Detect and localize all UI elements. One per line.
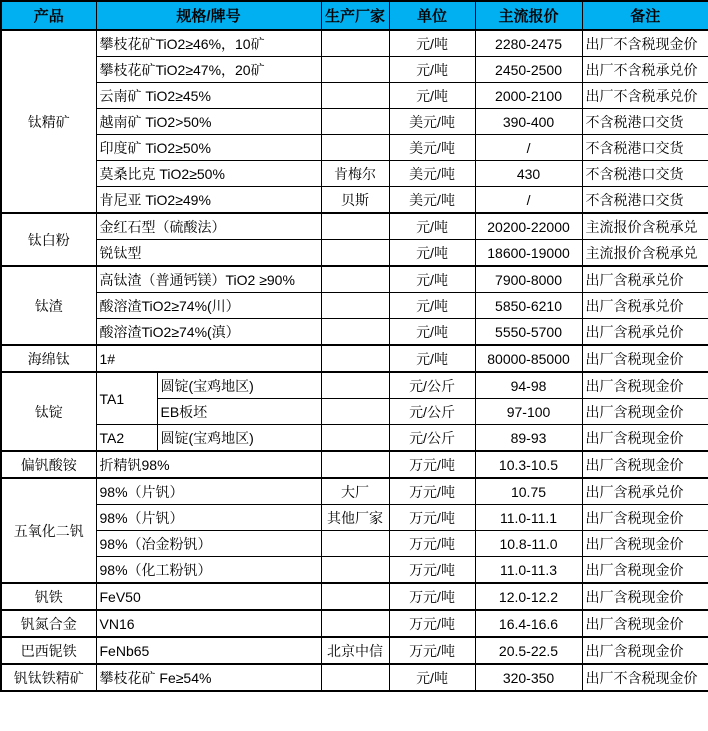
spec-cell: 攀枝花矿 Fe≥54%	[96, 664, 321, 691]
unit-cell: 元/吨	[389, 319, 475, 346]
price-cell: 10.75	[475, 478, 582, 505]
price-cell: 11.0-11.3	[475, 557, 582, 584]
note-cell: 主流报价含税承兑	[582, 240, 708, 267]
table-row	[1, 372, 708, 399]
product-cell: 钛锭	[1, 372, 96, 451]
note-cell: 出厂不含税现金价	[582, 30, 708, 57]
table-row	[1, 293, 708, 319]
table-row	[1, 583, 708, 610]
spec-cell: 锐钛型	[96, 240, 321, 267]
unit-cell: 万元/吨	[389, 557, 475, 584]
note-cell: 出厂含税现金价	[582, 425, 708, 452]
note-cell: 出厂含税现金价	[582, 637, 708, 664]
note-cell: 出厂不含税承兑价	[582, 83, 708, 109]
price-cell: /	[475, 135, 582, 161]
price-cell: 12.0-12.2	[475, 583, 582, 610]
spec-cell: 越南矿 TiO2>50%	[96, 109, 321, 135]
note-cell: 出厂含税承兑价	[582, 293, 708, 319]
table-row	[1, 505, 708, 531]
column-header-unit: 单位	[389, 1, 475, 30]
spec-cell: 酸溶渣TiO2≥74%(滇）	[96, 319, 321, 346]
manufacturer-cell	[321, 135, 389, 161]
price-cell: 10.3-10.5	[475, 451, 582, 478]
manufacturer-cell	[321, 213, 389, 240]
unit-cell: 元/公斤	[389, 425, 475, 452]
note-cell: 出厂含税现金价	[582, 451, 708, 478]
note-cell: 出厂含税承兑价	[582, 266, 708, 293]
spec-cell: 金红石型（硫酸法）	[96, 213, 321, 240]
manufacturer-cell	[321, 531, 389, 557]
spec-cell: FeNb65	[96, 637, 321, 664]
unit-cell: 美元/吨	[389, 161, 475, 187]
column-header-spec: 规格/牌号	[96, 1, 321, 30]
unit-cell: 元/吨	[389, 266, 475, 293]
product-cell: 钛渣	[1, 266, 96, 345]
price-cell: 320-350	[475, 664, 582, 691]
manufacturer-cell	[321, 425, 389, 452]
spec-cell: VN16	[96, 610, 321, 637]
note-cell: 出厂含税现金价	[582, 345, 708, 372]
product-cell: 钛精矿	[1, 30, 96, 213]
price-cell: 89-93	[475, 425, 582, 452]
manufacturer-cell: 其他厂家	[321, 505, 389, 531]
table-row	[1, 83, 708, 109]
unit-cell: 万元/吨	[389, 531, 475, 557]
spec-form-cell: 圆锭(宝鸡地区)	[157, 425, 321, 452]
spec-form-cell: 圆锭(宝鸡地区)	[157, 372, 321, 399]
note-cell: 不含税港口交货	[582, 187, 708, 214]
unit-cell: 美元/吨	[389, 109, 475, 135]
manufacturer-cell	[321, 293, 389, 319]
note-cell: 出厂含税现金价	[582, 399, 708, 425]
note-cell: 出厂不含税现金价	[582, 664, 708, 691]
unit-cell: 万元/吨	[389, 610, 475, 637]
price-cell: 94-98	[475, 372, 582, 399]
product-cell: 钛白粉	[1, 213, 96, 266]
unit-cell: 元/吨	[389, 240, 475, 267]
table-row	[1, 531, 708, 557]
table-row	[1, 109, 708, 135]
table-row	[1, 30, 708, 57]
spec-cell: 98%（片钒）	[96, 478, 321, 505]
table-row	[1, 266, 708, 293]
price-cell: /	[475, 187, 582, 214]
manufacturer-cell: 贝斯	[321, 187, 389, 214]
manufacturer-cell	[321, 610, 389, 637]
manufacturer-cell	[321, 83, 389, 109]
price-cell: 16.4-16.6	[475, 610, 582, 637]
spec-grade-cell: TA1	[96, 372, 157, 425]
table-body	[1, 30, 708, 691]
manufacturer-cell	[321, 372, 389, 399]
spec-cell: 攀枝花矿TiO2≥47%，20矿	[96, 57, 321, 83]
unit-cell: 元/公斤	[389, 372, 475, 399]
unit-cell: 万元/吨	[389, 505, 475, 531]
header-row	[1, 1, 708, 30]
column-header-product: 产品	[1, 1, 96, 30]
manufacturer-cell	[321, 240, 389, 267]
table-row	[1, 451, 708, 478]
table-row	[1, 478, 708, 505]
product-cell: 钒氮合金	[1, 610, 96, 637]
price-cell: 430	[475, 161, 582, 187]
note-cell: 出厂不含税承兑价	[582, 57, 708, 83]
note-cell: 主流报价含税承兑	[582, 213, 708, 240]
table-row	[1, 610, 708, 637]
table-row	[1, 319, 708, 346]
price-cell: 18600-19000	[475, 240, 582, 267]
spec-cell: 高钛渣（普通钙镁）TiO2 ≥90%	[96, 266, 321, 293]
table-row	[1, 240, 708, 267]
table-row	[1, 161, 708, 187]
product-cell: 钒铁	[1, 583, 96, 610]
manufacturer-cell	[321, 30, 389, 57]
manufacturer-cell: 北京中信	[321, 637, 389, 664]
note-cell: 不含税港口交货	[582, 135, 708, 161]
note-cell: 出厂含税现金价	[582, 531, 708, 557]
unit-cell: 元/吨	[389, 83, 475, 109]
column-header-price: 主流报价	[475, 1, 582, 30]
manufacturer-cell: 肯梅尔	[321, 161, 389, 187]
unit-cell: 美元/吨	[389, 187, 475, 214]
table-row	[1, 213, 708, 240]
product-cell: 五氧化二钒	[1, 478, 96, 583]
unit-cell: 元/公斤	[389, 399, 475, 425]
note-cell: 出厂含税承兑价	[582, 478, 708, 505]
manufacturer-cell	[321, 109, 389, 135]
product-cell: 巴西铌铁	[1, 637, 96, 664]
unit-cell: 元/吨	[389, 57, 475, 83]
table-header	[1, 1, 708, 30]
spec-cell: 98%（片钒）	[96, 505, 321, 531]
unit-cell: 元/吨	[389, 345, 475, 372]
price-cell: 97-100	[475, 399, 582, 425]
spec-cell: 攀枝花矿TiO2≥46%，10矿	[96, 30, 321, 57]
spec-cell: 肯尼亚 TiO2≥49%	[96, 187, 321, 214]
note-cell: 出厂含税现金价	[582, 505, 708, 531]
unit-cell: 元/吨	[389, 293, 475, 319]
column-header-note: 备注	[582, 1, 708, 30]
note-cell: 不含税港口交货	[582, 161, 708, 187]
unit-cell: 万元/吨	[389, 451, 475, 478]
spec-cell: 云南矿 TiO2≥45%	[96, 83, 321, 109]
unit-cell: 万元/吨	[389, 583, 475, 610]
table-row	[1, 135, 708, 161]
product-cell: 偏钒酸铵	[1, 451, 96, 478]
table-row	[1, 57, 708, 83]
table-row	[1, 345, 708, 372]
price-cell: 7900-8000	[475, 266, 582, 293]
column-header-maker: 生产厂家	[321, 1, 389, 30]
price-cell: 2000-2100	[475, 83, 582, 109]
unit-cell: 元/吨	[389, 213, 475, 240]
price-cell: 80000-85000	[475, 345, 582, 372]
price-cell: 11.0-11.1	[475, 505, 582, 531]
price-cell: 2280-2475	[475, 30, 582, 57]
price-cell: 20.5-22.5	[475, 637, 582, 664]
price-cell: 5550-5700	[475, 319, 582, 346]
note-cell: 出厂含税现金价	[582, 372, 708, 399]
table-row	[1, 187, 708, 214]
spec-cell: 1#	[96, 345, 321, 372]
manufacturer-cell	[321, 664, 389, 691]
note-cell: 不含税港口交货	[582, 109, 708, 135]
note-cell: 出厂含税现金价	[582, 583, 708, 610]
unit-cell: 元/吨	[389, 30, 475, 57]
unit-cell: 万元/吨	[389, 637, 475, 664]
price-cell: 390-400	[475, 109, 582, 135]
table-row	[1, 664, 708, 691]
note-cell: 出厂含税现金价	[582, 557, 708, 584]
manufacturer-cell	[321, 557, 389, 584]
spec-cell: FeV50	[96, 583, 321, 610]
table-row	[1, 637, 708, 664]
table-row	[1, 557, 708, 584]
manufacturer-cell	[321, 451, 389, 478]
product-cell: 钒钛铁精矿	[1, 664, 96, 691]
spec-form-cell: EB板坯	[157, 399, 321, 425]
manufacturer-cell	[321, 399, 389, 425]
manufacturer-cell	[321, 57, 389, 83]
spec-cell: 印度矿 TiO2≥50%	[96, 135, 321, 161]
note-cell: 出厂含税承兑价	[582, 319, 708, 346]
price-cell: 10.8-11.0	[475, 531, 582, 557]
manufacturer-cell: 大厂	[321, 478, 389, 505]
manufacturer-cell	[321, 583, 389, 610]
note-cell: 出厂含税现金价	[582, 610, 708, 637]
spec-cell: 折精钒98%	[96, 451, 321, 478]
product-cell: 海绵钛	[1, 345, 96, 372]
spec-cell: 酸溶渣TiO2≥74%(川）	[96, 293, 321, 319]
unit-cell: 元/吨	[389, 664, 475, 691]
price-cell: 20200-22000	[475, 213, 582, 240]
manufacturer-cell	[321, 345, 389, 372]
manufacturer-cell	[321, 319, 389, 346]
manufacturer-cell	[321, 266, 389, 293]
spec-cell: 莫桑比克 TiO2≥50%	[96, 161, 321, 187]
spec-cell: 98%（冶金粉钒）	[96, 531, 321, 557]
spec-grade-cell: TA2	[96, 425, 157, 452]
price-cell: 5850-6210	[475, 293, 582, 319]
unit-cell: 美元/吨	[389, 135, 475, 161]
table-row	[1, 425, 708, 452]
price-cell: 2450-2500	[475, 57, 582, 83]
unit-cell: 万元/吨	[389, 478, 475, 505]
spec-cell: 98%（化工粉钒）	[96, 557, 321, 584]
